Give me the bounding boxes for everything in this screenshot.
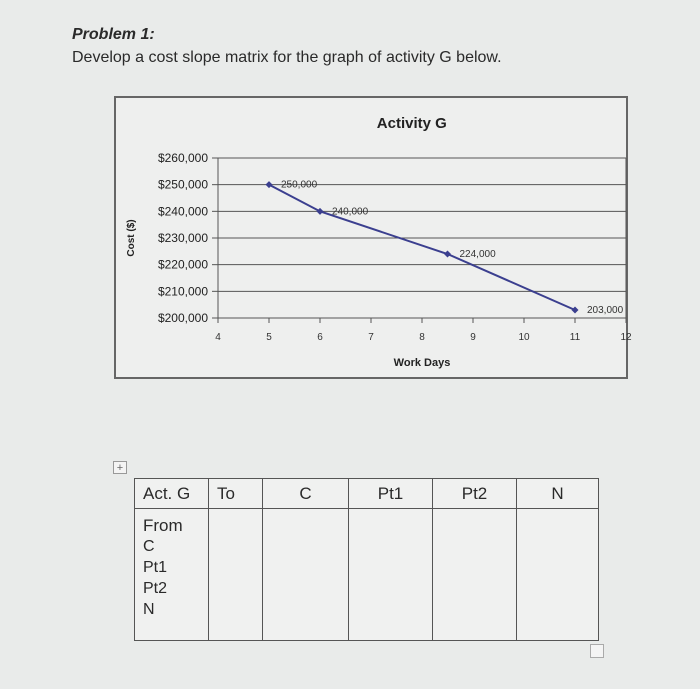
data-label: 250,000 bbox=[281, 179, 318, 191]
problem-heading: Problem 1: bbox=[72, 26, 155, 43]
matrix-from-label: From bbox=[143, 516, 183, 535]
data-point-marker bbox=[266, 181, 273, 188]
matrix-row-labels-cell[interactable] bbox=[135, 509, 209, 641]
y-tick-label: $250,000 bbox=[157, 177, 208, 192]
matrix-cell[interactable] bbox=[209, 509, 263, 641]
data-label: 240,000 bbox=[332, 206, 369, 218]
data-label: 224,000 bbox=[459, 249, 496, 260]
activity-g-chart bbox=[114, 96, 632, 379]
matrix-header-pt1[interactable]: Pt1 bbox=[349, 479, 433, 509]
problem-instruction: Develop a cost slope matrix for the graph of activity G below. bbox=[72, 49, 502, 66]
x-axis-label: Work Days bbox=[393, 357, 451, 369]
y-tick-label: $200,000 bbox=[157, 311, 208, 325]
x-tick-label: 8 bbox=[419, 332, 425, 343]
matrix-row-label-n: N bbox=[143, 601, 155, 618]
y-tick-label: $230,000 bbox=[157, 231, 208, 245]
y-tick-label: $210,000 bbox=[157, 284, 208, 299]
x-tick-label: 12 bbox=[620, 332, 632, 343]
x-tick-label: 7 bbox=[368, 332, 374, 343]
matrix-cell[interactable] bbox=[349, 509, 433, 641]
matrix-header-c[interactable]: C bbox=[263, 479, 349, 509]
y-tick-label: $240,000 bbox=[157, 204, 208, 219]
matrix-cell[interactable] bbox=[263, 509, 349, 641]
matrix-header-act-g[interactable]: Act. G bbox=[135, 479, 209, 509]
matrix-header-to[interactable]: To bbox=[209, 479, 263, 509]
x-tick-label: 6 bbox=[317, 332, 323, 343]
matrix-row-label-pt1: Pt1 bbox=[143, 559, 168, 576]
matrix-header-pt2[interactable]: Pt2 bbox=[433, 479, 517, 509]
x-tick-label: 5 bbox=[266, 332, 272, 343]
data-label: 203,000 bbox=[587, 305, 624, 316]
chart-svg bbox=[116, 98, 632, 377]
x-tick-label: 9 bbox=[470, 332, 476, 343]
chart-title: Activity G bbox=[376, 115, 447, 132]
matrix-cell[interactable] bbox=[517, 509, 599, 641]
matrix-header-n[interactable]: N bbox=[517, 479, 599, 509]
x-tick-label: 11 bbox=[569, 332, 581, 343]
matrix-cell[interactable] bbox=[433, 509, 517, 641]
table-move-handle-icon[interactable]: + bbox=[113, 461, 127, 474]
table-resize-handle-icon[interactable] bbox=[590, 644, 604, 658]
matrix-row-label-pt2: Pt2 bbox=[143, 580, 168, 597]
y-tick-label: $220,000 bbox=[157, 257, 208, 272]
x-tick-label: 4 bbox=[215, 332, 221, 343]
matrix-row-label-c: C bbox=[143, 538, 155, 555]
data-point-marker bbox=[572, 307, 579, 314]
y-tick-label: $260,000 bbox=[157, 151, 208, 165]
cost-slope-matrix bbox=[134, 478, 598, 641]
data-point-marker bbox=[317, 208, 324, 215]
y-axis-label: Cost ($) bbox=[126, 219, 137, 257]
data-point-marker bbox=[444, 251, 451, 258]
x-tick-label: 10 bbox=[518, 332, 530, 343]
